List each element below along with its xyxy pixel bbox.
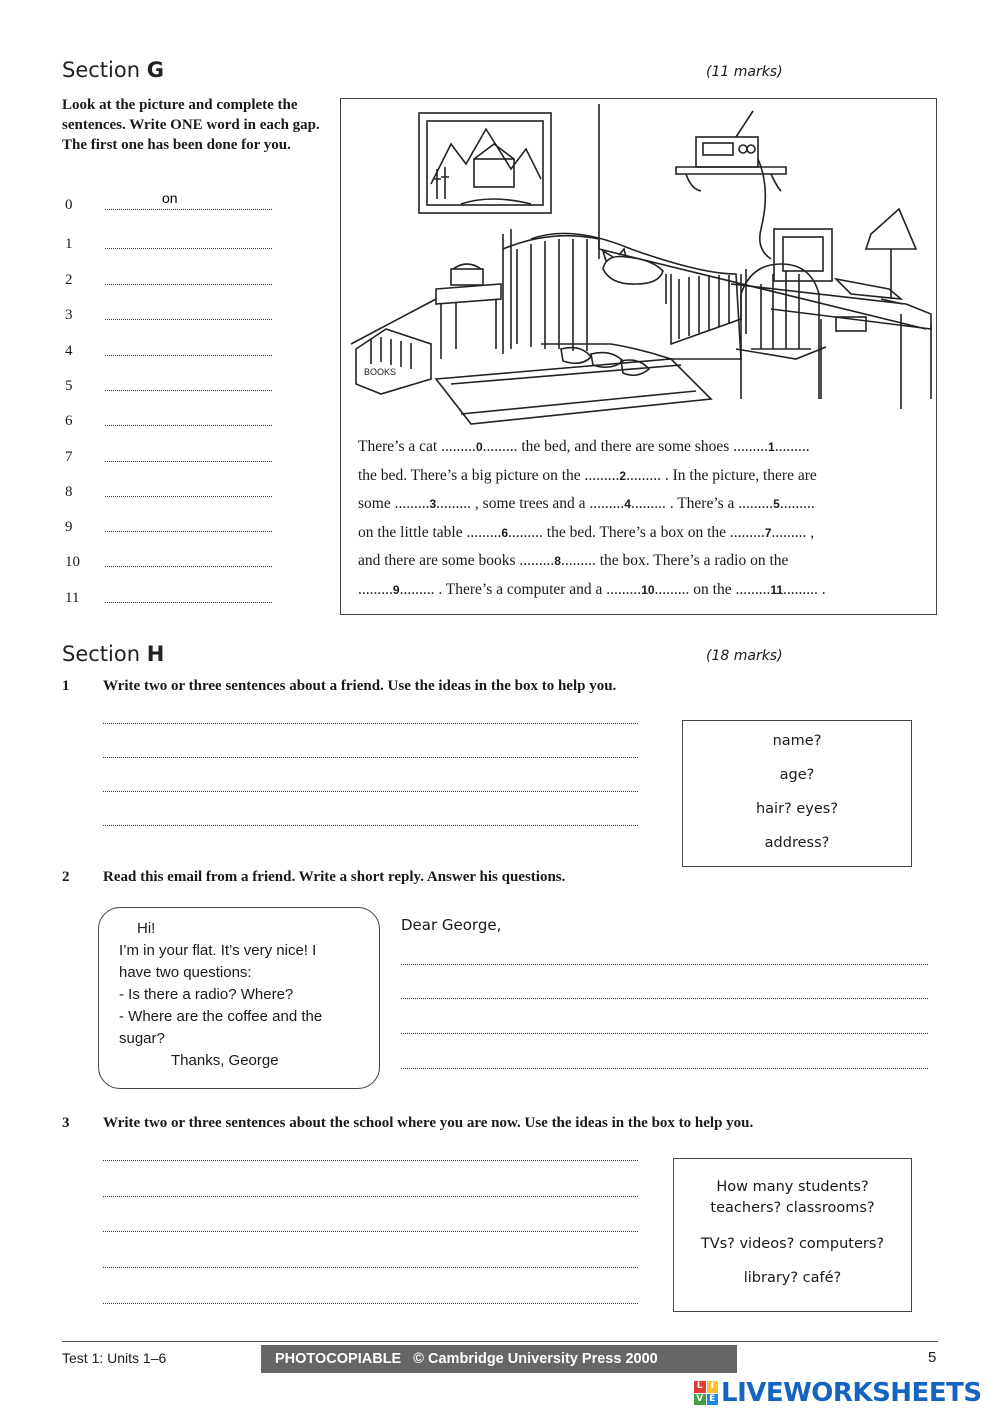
answer-dotted-line bbox=[105, 602, 272, 603]
answer-input-8[interactable] bbox=[162, 476, 272, 494]
paragraph-line-6: .........9......... . There’s a computer and a .........10......... on the .........11......... . bbox=[358, 580, 826, 598]
answer-dotted-line bbox=[105, 355, 272, 356]
books-label: BOOKS bbox=[364, 367, 397, 377]
section-h-title: Section H bbox=[62, 642, 165, 666]
q2-text: Read this email from a friend. Write a short reply. Answer his questions. bbox=[103, 869, 566, 885]
idea-students: How many students? bbox=[716, 1179, 869, 1195]
little-table-icon bbox=[436, 284, 501, 304]
section-h-marks: (18 marks) bbox=[706, 648, 783, 664]
q3-number: 3 bbox=[62, 1115, 70, 1131]
q1-ideas-box bbox=[682, 720, 912, 867]
answer-number: 11 bbox=[65, 590, 80, 606]
answer-dotted-line bbox=[105, 319, 272, 320]
answer-row-1 bbox=[62, 236, 277, 258]
chair-icon bbox=[741, 264, 819, 349]
answer-dotted-line bbox=[105, 209, 272, 210]
page-number: 5 bbox=[928, 1349, 937, 1366]
answer-input-6[interactable] bbox=[162, 405, 272, 423]
answer-number: 4 bbox=[65, 343, 73, 359]
answer-number: 9 bbox=[65, 519, 73, 535]
picture-frame bbox=[340, 98, 937, 615]
footer-test-label: Test 1: Units 1–6 bbox=[62, 1350, 167, 1366]
email-line-5: - Where are the coffee and the bbox=[119, 1008, 323, 1025]
answer-dotted-line bbox=[105, 425, 272, 426]
footer-rule bbox=[62, 1341, 938, 1342]
idea-age: age? bbox=[779, 767, 815, 783]
books-box-icon bbox=[356, 329, 431, 394]
answer-dotted-line bbox=[105, 531, 272, 532]
answer-input-11[interactable] bbox=[162, 582, 272, 600]
answer-row-10 bbox=[62, 554, 277, 576]
answer-dotted-line bbox=[105, 566, 272, 567]
answer-input-0[interactable] bbox=[162, 189, 272, 207]
answer-row-9 bbox=[62, 519, 277, 541]
answer-number: 1 bbox=[65, 236, 73, 252]
email-line-3: have two questions: bbox=[119, 964, 252, 981]
answer-number: 5 bbox=[65, 378, 73, 394]
cat-icon bbox=[603, 257, 663, 285]
answer-dotted-line bbox=[105, 496, 272, 497]
answer-dotted-line bbox=[105, 248, 272, 249]
answer-input-9[interactable] bbox=[162, 511, 272, 529]
section-g-title: Section G bbox=[62, 58, 164, 82]
answer-number: 10 bbox=[65, 554, 80, 570]
picture-paragraph bbox=[358, 433, 928, 605]
answer-number: 0 bbox=[65, 197, 73, 213]
answer-row-8 bbox=[62, 484, 277, 506]
answer-input-2[interactable] bbox=[162, 264, 272, 282]
answer-number: 2 bbox=[65, 272, 73, 288]
idea-teachers: teachers? classrooms? bbox=[710, 1200, 875, 1216]
answer-dotted-line bbox=[105, 284, 272, 285]
section-g-marks: (11 marks) bbox=[706, 64, 783, 80]
email-bubble bbox=[98, 907, 380, 1089]
section-g-instructions: Look at the picture and complete the sentences. Write ONE word in each gap. The first one has been done for you. bbox=[62, 97, 320, 153]
paragraph-line-1: There’s a cat .........0......... the bed, and there are some shoes .........1......... bbox=[358, 438, 810, 455]
answer-row-6 bbox=[62, 413, 277, 435]
liveworksheets-watermark bbox=[694, 1379, 994, 1409]
paragraph-line-3: some .........3......... , some trees and a .........4......... . There’s a .........5......... bbox=[358, 495, 815, 513]
answer-row-5 bbox=[62, 378, 277, 400]
footer-copyright: PHOTOCOPIABLE © Cambridge University Press 2000 bbox=[261, 1345, 737, 1373]
liveworksheets-logo-icon: L I V E bbox=[694, 1381, 718, 1405]
answer-row-4 bbox=[62, 343, 277, 365]
answer-number: 7 bbox=[65, 449, 73, 465]
q3-text: Write two or three sentences about the school where you are now. Use the ideas in the box to help you. bbox=[103, 1115, 754, 1131]
answer-input-1[interactable] bbox=[162, 228, 272, 246]
answer-input-10[interactable] bbox=[162, 546, 272, 564]
answer-number: 3 bbox=[65, 307, 73, 323]
email-line-6: sugar? bbox=[119, 1030, 165, 1047]
q2-number: 2 bbox=[62, 869, 70, 885]
answer-dotted-line bbox=[105, 461, 272, 462]
paragraph-line-5: and there are some books .........8......... the box. There’s a radio on the bbox=[358, 552, 789, 570]
idea-name: name? bbox=[772, 733, 822, 749]
liveworksheets-text: LIVEWORKSHEETS bbox=[721, 1378, 982, 1408]
shelf-icon bbox=[676, 167, 786, 174]
q1-number: 1 bbox=[62, 678, 70, 694]
idea-address: address? bbox=[764, 835, 830, 851]
q1-text: Write two or three sentences about a friend. Use the ideas in the box to help you. bbox=[103, 678, 617, 694]
idea-tvs: TVs? videos? computers? bbox=[700, 1236, 885, 1252]
q3-answer-input[interactable] bbox=[103, 1143, 642, 1312]
answer-number: 8 bbox=[65, 484, 73, 500]
lamp-icon bbox=[866, 209, 916, 249]
bedroom-illustration bbox=[341, 99, 936, 429]
idea-hair-eyes: hair? eyes? bbox=[755, 801, 839, 817]
answer-number: 6 bbox=[65, 413, 73, 429]
answer-input-4[interactable] bbox=[162, 335, 272, 353]
email-signoff: Thanks, George bbox=[171, 1052, 279, 1069]
rug-icon bbox=[436, 359, 711, 424]
wall-picture-icon bbox=[419, 113, 551, 213]
email-line-2: I’m in your flat. It’s very nice! I bbox=[119, 942, 317, 959]
answer-input-5[interactable] bbox=[162, 370, 272, 388]
answer-input-7[interactable] bbox=[162, 441, 272, 459]
email-line-4: - Is there a radio? Where? bbox=[119, 986, 294, 1003]
q3-ideas-box bbox=[673, 1158, 912, 1312]
q2-answer-input[interactable] bbox=[401, 950, 932, 1079]
answer-dotted-line bbox=[105, 390, 272, 391]
answer-input-3[interactable] bbox=[162, 299, 272, 317]
paragraph-line-2: the bed. There’s a big picture on the .........2......... . In the picture, there are bbox=[358, 466, 817, 484]
q1-answer-input[interactable] bbox=[103, 705, 642, 839]
email-line-1: Hi! bbox=[137, 920, 156, 937]
answer-row-11 bbox=[62, 590, 277, 612]
answer-row-0 bbox=[62, 197, 277, 219]
answer-row-3 bbox=[62, 307, 277, 329]
idea-library: library? café? bbox=[743, 1270, 842, 1286]
answer-row-2 bbox=[62, 272, 277, 294]
paragraph-line-4: on the little table .........6......... the bed. There’s a box on the .........7......... , bbox=[358, 523, 815, 541]
reply-greeting: Dear George, bbox=[401, 916, 502, 934]
answer-row-7 bbox=[62, 449, 277, 471]
telephone-icon bbox=[451, 269, 483, 285]
